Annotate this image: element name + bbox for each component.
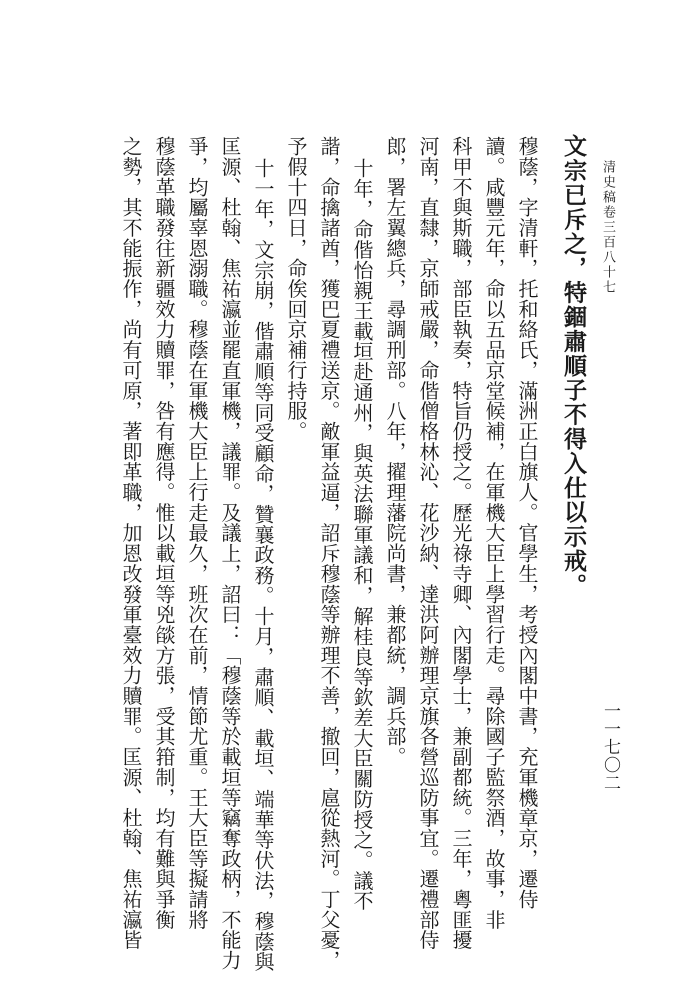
text-column-5: 河南，直隸，京師戒嚴，命偕僧格林沁、花沙納、達洪阿辦理京旗各營巡防事宜。遷禮部侍: [416, 136, 440, 950]
text-column-1: 文宗已斥之，特錮肅順子不得入仕以示戒。: [560, 134, 587, 598]
text-column-12: 爭，均屬辜恩溺職。穆蔭在軍機大臣上行走最久，班次在前，情節尤重。王大臣等擬請將: [185, 136, 209, 930]
running-title: 清史稿卷三百八十七: [600, 160, 615, 295]
text-column-9: 予假十四日，命俟回京補行持服。: [284, 136, 308, 442]
text-column-6: 郎，署左翼總兵，尋調刑部。八年，擢理藩院尚書，兼都統，調兵部。: [383, 136, 407, 767]
text-column-11: 匡源、杜翰、焦祐瀛並罷直軍機，議罪。及議上，詔曰：「穆蔭等於載垣等竊奪政柄，不能力: [218, 136, 242, 971]
text-column-7: 十年，命偕怡親王載垣赴通州，與英法聯軍議和，解桂良等欽差大臣關防授之。議不: [350, 158, 374, 911]
text-column-13: 穆蔭革職發往新疆效力贖罪，咎有應得。惟以載垣等兇燄方張，受其箝制，均有難與爭衡: [152, 136, 176, 930]
text-column-8: 諧，命擒諸酋，獲巴夏禮送京。敵軍益逼，詔斥穆蔭等辦理不善，撤回，扈從熱河。丁父憂，: [317, 136, 341, 971]
page-number: 一一七〇二: [600, 702, 620, 792]
text-column-4: 科甲不與斯職，部臣執奏，特旨仍授之。歷光祿寺卿、內閣學士，兼副都統。三年，粵匪擾: [449, 136, 473, 950]
text-column-14: 之勢，其不能振作，尚有可原，著即革職，加恩改發軍臺效力贖罪。匡源、杜翰、焦祐瀛皆: [119, 136, 143, 950]
text-column-3: 讀。咸豐元年，命以五品京堂候補，在軍機大臣上學習行走。尋除國子監祭酒，故事，非: [482, 136, 506, 930]
text-column-10: 十一年，文宗崩，偕肅順等同受顧命，贊襄政務。十月，肅順、載垣、端華等伏法，穆蔭與: [251, 158, 275, 972]
text-column-2: 穆蔭，字清軒，托和絡氏，滿洲正白旗人。官學生，考授內閣中書，充軍機章京，遷侍: [515, 136, 539, 910]
